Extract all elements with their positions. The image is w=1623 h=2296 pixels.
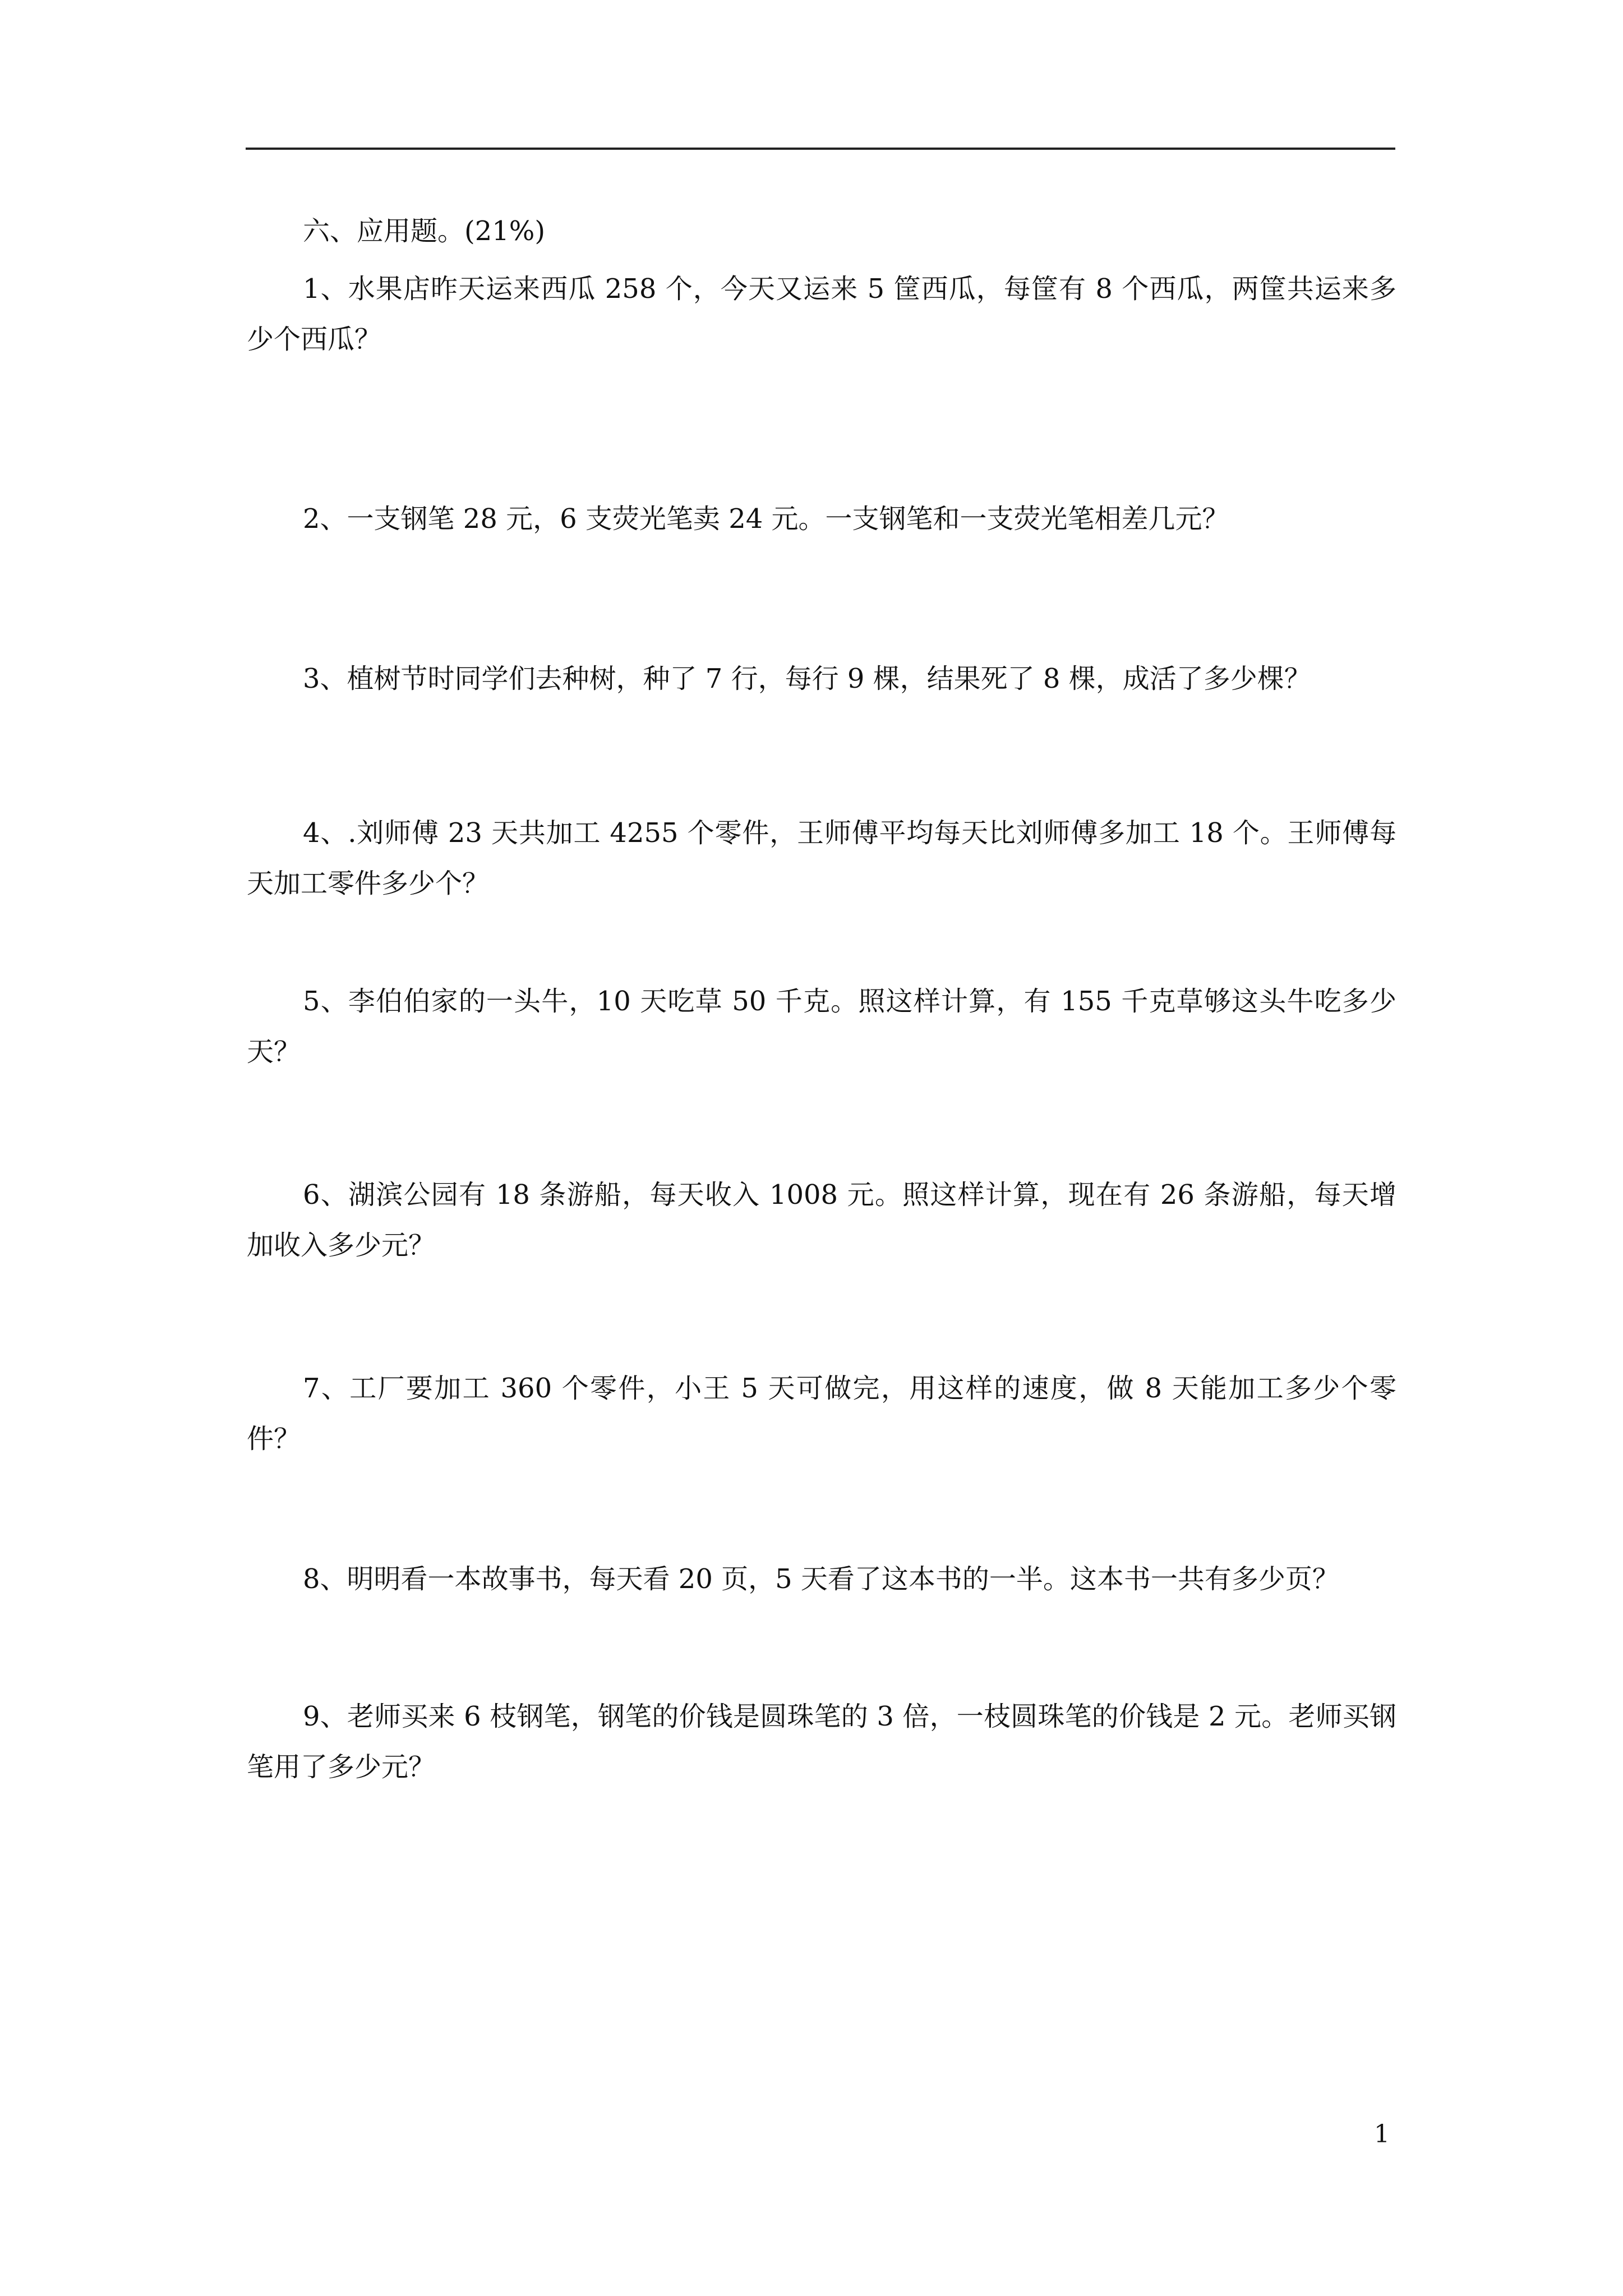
question-4: 4、.刘师傅 23 天共加工 4255 个零件，王师傅平均每天比刘师傅多加工 18 个。王师傅每天加工零件多少个？ bbox=[247, 817, 1396, 899]
page-number: 1 bbox=[1374, 2120, 1390, 2148]
question-3: 3、植树节时同学们去种树，种了 7 行，每行 9 棵，结果死了 8 棵，成活了多少棵？ bbox=[303, 663, 1311, 694]
section-title: 六、应用题。(21%) bbox=[303, 215, 546, 247]
question-7: 7、工厂要加工 360 个零件，小王 5 天可做完，用这样的速度，做 8 天能加工多少个零件？ bbox=[247, 1373, 1396, 1455]
question-8: 8、明明看一本故事书，每天看 20 页，5 天看了这本书的一半。这本书一共有多少页？ bbox=[303, 1563, 1339, 1595]
question-6: 6、湖滨公园有 18 条游船，每天收入 1008 元。照这样计算，现在有 26 条游船，每天增加收入多少元？ bbox=[247, 1179, 1396, 1261]
question-5: 5、李伯伯家的一头牛，10 天吃草 50 千克。照这样计算，有 155 千克草够这头牛吃多少天？ bbox=[247, 986, 1396, 1068]
header-rule bbox=[246, 148, 1395, 150]
question-2: 2、一支钢笔 28 元，6 支荧光笔卖 24 元。一支钢笔和一支荧光笔相差几元？ bbox=[303, 503, 1229, 535]
question-1: 1、水果店昨天运来西瓜 258 个，今天又运来 5 筐西瓜，每筐有 8 个西瓜，两筐共运来多少个西瓜？ bbox=[247, 273, 1396, 355]
question-9: 9、老师买来 6 枝钢笔，钢笔的价钱是圆珠笔的 3 倍，一枝圆珠笔的价钱是 2 元。老师买钢笔用了多少元？ bbox=[247, 1701, 1396, 1783]
